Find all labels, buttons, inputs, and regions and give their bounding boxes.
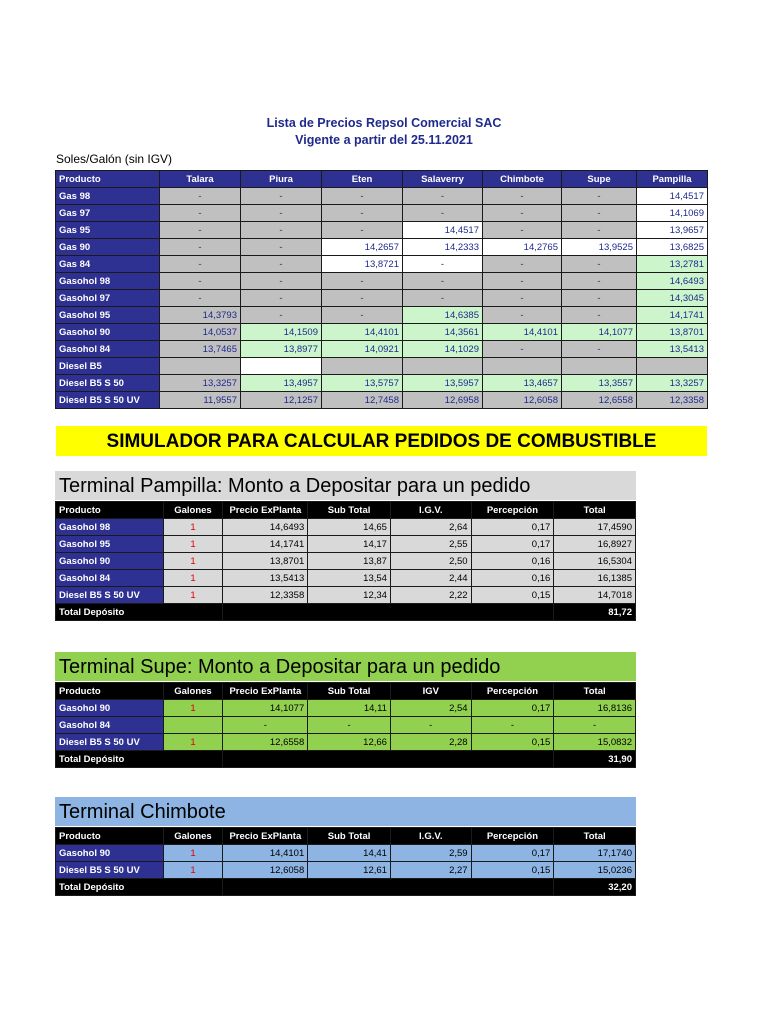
table-row	[56, 862, 636, 879]
price-cell: 14,2333	[403, 239, 483, 256]
igv-cell: 2,28	[390, 734, 471, 751]
price-cell: 12,6558	[562, 392, 637, 409]
table-row	[56, 375, 708, 392]
price-cell: -	[562, 273, 637, 290]
price-cell: 12,6958	[403, 392, 483, 409]
price-cell: 12,6058	[483, 392, 562, 409]
total-row	[56, 604, 636, 621]
column-header: Percepción	[471, 502, 554, 519]
table-row	[56, 845, 636, 862]
product-name: Gasohol 98	[56, 519, 164, 536]
price-cell: 13,3257	[160, 375, 241, 392]
product-name: Gasohol 97	[56, 290, 160, 307]
column-header: Total	[554, 683, 636, 700]
table-row	[56, 358, 708, 375]
price-cell: -	[483, 290, 562, 307]
precio-cell: 14,1741	[223, 536, 308, 553]
price-cell	[241, 358, 322, 375]
price-table-header	[56, 171, 708, 188]
price-cell: -	[483, 222, 562, 239]
precio-cell: 14,6493	[223, 519, 308, 536]
column-header: Galones	[163, 828, 223, 845]
precio-cell: -	[223, 717, 308, 734]
subtotal-cell: 12,34	[308, 587, 391, 604]
product-name: Gasohol 95	[56, 536, 164, 553]
percepcion-cell: 0,17	[471, 845, 554, 862]
table-row	[56, 553, 636, 570]
table-row	[56, 222, 708, 239]
chimbote-table-header	[56, 828, 636, 845]
chimbote-title: Terminal Chimbote	[55, 797, 636, 826]
price-cell: 13,4657	[483, 375, 562, 392]
column-header: Percepción	[471, 683, 554, 700]
price-cell: -	[322, 273, 403, 290]
price-cell: 14,1509	[241, 324, 322, 341]
price-cell: -	[241, 307, 322, 324]
product-name: Gasohol 84	[56, 570, 164, 587]
column-header: Sub Total	[308, 683, 391, 700]
gallons-input[interactable]: 1	[163, 553, 223, 570]
precio-cell: 12,6558	[223, 734, 308, 751]
price-cell: -	[483, 307, 562, 324]
column-header: Producto	[56, 502, 164, 519]
product-name: Gasohol 90	[56, 845, 164, 862]
igv-cell: 2,27	[390, 862, 471, 879]
table-row	[56, 188, 708, 205]
price-cell: 14,4101	[483, 324, 562, 341]
product-name: Gasohol 84	[56, 341, 160, 358]
column-header: Galones	[163, 502, 223, 519]
product-name: Gasohol 98	[56, 273, 160, 290]
product-name: Diesel B5 S 50 UV	[56, 862, 164, 879]
total-value: 32,20	[554, 879, 636, 896]
price-cell: -	[241, 256, 322, 273]
price-cell: 13,8977	[241, 341, 322, 358]
price-cell: 14,6493	[637, 273, 708, 290]
total-label: Total Depósito	[56, 751, 223, 768]
price-cell: -	[562, 188, 637, 205]
price-cell: -	[322, 290, 403, 307]
product-name: Gas 98	[56, 188, 160, 205]
supe-table	[55, 682, 636, 768]
price-cell: -	[241, 205, 322, 222]
price-cell: 14,0921	[322, 341, 403, 358]
total-spacer	[223, 604, 554, 621]
table-row	[56, 536, 636, 553]
percepcion-cell: -	[471, 717, 554, 734]
igv-cell: 2,44	[390, 570, 471, 587]
subtotal-cell: 12,61	[308, 862, 391, 879]
column-header: Producto	[56, 828, 164, 845]
price-cell: 14,4101	[322, 324, 403, 341]
units-label: Soles/Galón (sin IGV)	[56, 152, 173, 166]
gallons-input[interactable]: 1	[163, 734, 223, 751]
column-header: Total	[554, 502, 636, 519]
price-cell: 13,5413	[637, 341, 708, 358]
total-cell: 16,1385	[554, 570, 636, 587]
price-cell: -	[322, 205, 403, 222]
table-row	[56, 519, 636, 536]
price-table	[55, 170, 708, 409]
percepcion-cell: 0,15	[471, 587, 554, 604]
price-cell: 14,3793	[160, 307, 241, 324]
price-cell: -	[322, 188, 403, 205]
column-header: Piura	[241, 171, 322, 188]
price-cell: -	[483, 256, 562, 273]
price-cell: -	[403, 273, 483, 290]
gallons-input[interactable]: 1	[163, 570, 223, 587]
column-header: Sub Total	[308, 828, 391, 845]
price-cell: 12,3358	[637, 392, 708, 409]
column-header: Salaverry	[403, 171, 483, 188]
product-name: Gasohol 95	[56, 307, 160, 324]
table-row	[56, 341, 708, 358]
subtotal-cell: 13,54	[308, 570, 391, 587]
total-value: 31,90	[554, 751, 636, 768]
column-header: Precio ExPlanta	[223, 828, 308, 845]
column-header: Pampilla	[637, 171, 708, 188]
simulator-banner: SIMULADOR PARA CALCULAR PEDIDOS DE COMBUSTIBLE	[56, 426, 707, 456]
subtotal-cell: 12,66	[308, 734, 391, 751]
gallons-input[interactable]: 1	[163, 700, 223, 717]
table-row	[56, 239, 708, 256]
document-title: Lista de Precios Repsol Comercial SAC	[266, 116, 502, 130]
price-cell: -	[403, 188, 483, 205]
igv-cell: 2,64	[390, 519, 471, 536]
igv-cell: 2,50	[390, 553, 471, 570]
price-cell: 14,1029	[403, 341, 483, 358]
subtotal-cell: -	[308, 717, 391, 734]
subtotal-cell: 14,11	[308, 700, 391, 717]
price-cell: -	[483, 341, 562, 358]
column-header: Producto	[56, 683, 164, 700]
price-cell: -	[241, 290, 322, 307]
price-cell: 13,8701	[637, 324, 708, 341]
column-header: IGV	[390, 683, 471, 700]
price-cell: -	[483, 273, 562, 290]
product-name: Gas 90	[56, 239, 160, 256]
column-header: Precio ExPlanta	[223, 683, 308, 700]
precio-cell: 13,8701	[223, 553, 308, 570]
price-cell: -	[322, 307, 403, 324]
price-cell: -	[160, 188, 241, 205]
table-row	[56, 324, 708, 341]
total-cell: 16,8927	[554, 536, 636, 553]
total-cell: 15,0832	[554, 734, 636, 751]
precio-cell: 12,6058	[223, 862, 308, 879]
supe-table-header	[56, 683, 636, 700]
product-name: Gas 95	[56, 222, 160, 239]
gallons-input[interactable]: 1	[163, 862, 223, 879]
table-row	[56, 392, 708, 409]
price-cell: 14,4517	[403, 222, 483, 239]
product-name: Gasohol 84	[56, 717, 164, 734]
product-name: Gas 97	[56, 205, 160, 222]
percepcion-cell: 0,17	[471, 519, 554, 536]
price-cell: -	[562, 341, 637, 358]
table-row	[56, 205, 708, 222]
subtotal-cell: 14,41	[308, 845, 391, 862]
total-row	[56, 751, 636, 768]
column-header: Precio ExPlanta	[223, 502, 308, 519]
table-row	[56, 734, 636, 751]
product-name: Gasohol 90	[56, 553, 164, 570]
price-cell: 12,7458	[322, 392, 403, 409]
price-cell: 14,2765	[483, 239, 562, 256]
column-header: Sub Total	[308, 502, 391, 519]
column-header: Talara	[160, 171, 241, 188]
column-header: Total	[554, 828, 636, 845]
table-row	[56, 256, 708, 273]
price-cell: -	[160, 205, 241, 222]
column-header: Galones	[163, 683, 223, 700]
product-name: Diesel B5 S 50 UV	[56, 392, 160, 409]
price-cell: -	[562, 307, 637, 324]
price-cell: -	[562, 222, 637, 239]
table-row	[56, 273, 708, 290]
column-header: Percepción	[471, 828, 554, 845]
price-cell: -	[241, 222, 322, 239]
price-cell: 13,9525	[562, 239, 637, 256]
price-cell	[562, 358, 637, 375]
total-label: Total Depósito	[56, 604, 223, 621]
price-cell	[160, 358, 241, 375]
igv-cell: -	[390, 717, 471, 734]
price-cell: -	[241, 273, 322, 290]
total-cell: 17,1740	[554, 845, 636, 862]
gallons-input[interactable]: 1	[163, 519, 223, 536]
price-cell: 13,5757	[322, 375, 403, 392]
igv-cell: 2,54	[390, 700, 471, 717]
percepcion-cell: 0,15	[471, 862, 554, 879]
precio-cell: 12,3358	[223, 587, 308, 604]
price-cell: -	[241, 188, 322, 205]
document-subtitle: Vigente a partir del 25.11.2021	[295, 133, 473, 147]
price-cell: 13,3557	[562, 375, 637, 392]
total-value: 81,72	[554, 604, 636, 621]
pampilla-table-header	[56, 502, 636, 519]
price-cell: -	[562, 205, 637, 222]
price-cell	[403, 358, 483, 375]
product-name: Gas 84	[56, 256, 160, 273]
total-spacer	[223, 879, 554, 896]
product-name: Diesel B5 S 50 UV	[56, 587, 164, 604]
price-cell: -	[160, 256, 241, 273]
pampilla-table	[55, 501, 636, 621]
price-cell: 13,9657	[637, 222, 708, 239]
price-cell: 14,1741	[637, 307, 708, 324]
igv-cell: 2,59	[390, 845, 471, 862]
table-row	[56, 587, 636, 604]
price-cell: -	[483, 205, 562, 222]
product-name: Diesel B5	[56, 358, 160, 375]
table-row	[56, 307, 708, 324]
price-cell: -	[403, 290, 483, 307]
price-cell: 13,5957	[403, 375, 483, 392]
price-cell: -	[403, 256, 483, 273]
price-cell: -	[160, 222, 241, 239]
column-header: Producto	[56, 171, 160, 188]
column-header: Eten	[322, 171, 403, 188]
product-name: Diesel B5 S 50	[56, 375, 160, 392]
price-cell: 12,1257	[241, 392, 322, 409]
total-label: Total Depósito	[56, 879, 223, 896]
percepcion-cell: 0,16	[471, 570, 554, 587]
price-cell	[322, 358, 403, 375]
total-spacer	[223, 751, 554, 768]
column-header: I.G.V.	[390, 502, 471, 519]
column-header: Chimbote	[483, 171, 562, 188]
table-row	[56, 570, 636, 587]
total-row	[56, 879, 636, 896]
subtotal-cell: 14,65	[308, 519, 391, 536]
gallons-input[interactable]: 1	[163, 536, 223, 553]
price-cell: 14,6385	[403, 307, 483, 324]
price-cell: -	[160, 273, 241, 290]
price-cell: 13,4957	[241, 375, 322, 392]
precio-cell: 14,1077	[223, 700, 308, 717]
price-cell: -	[241, 239, 322, 256]
igv-cell: 2,55	[390, 536, 471, 553]
price-cell: 13,3257	[637, 375, 708, 392]
product-name: Diesel B5 S 50 UV	[56, 734, 164, 751]
table-row	[56, 717, 636, 734]
product-name: Gasohol 90	[56, 324, 160, 341]
price-cell: 13,7465	[160, 341, 241, 358]
total-cell: 16,5304	[554, 553, 636, 570]
total-cell: 15,0236	[554, 862, 636, 879]
price-cell: -	[322, 222, 403, 239]
precio-cell: 14,4101	[223, 845, 308, 862]
igv-cell: 2,22	[390, 587, 471, 604]
gallons-input[interactable]	[163, 717, 223, 734]
percepcion-cell: 0,17	[471, 700, 554, 717]
price-cell	[637, 358, 708, 375]
price-cell: 14,4517	[637, 188, 708, 205]
gallons-input[interactable]: 1	[163, 845, 223, 862]
price-cell: -	[562, 256, 637, 273]
price-cell: 14,3045	[637, 290, 708, 307]
price-cell: 14,0537	[160, 324, 241, 341]
price-cell: 11,9557	[160, 392, 241, 409]
price-cell: -	[160, 290, 241, 307]
percepcion-cell: 0,15	[471, 734, 554, 751]
percepcion-cell: 0,16	[471, 553, 554, 570]
precio-cell: 13,5413	[223, 570, 308, 587]
gallons-input[interactable]: 1	[163, 587, 223, 604]
total-cell: -	[554, 717, 636, 734]
total-cell: 14,7018	[554, 587, 636, 604]
price-cell: 13,8721	[322, 256, 403, 273]
price-cell	[483, 358, 562, 375]
price-cell: -	[403, 205, 483, 222]
subtotal-cell: 13,87	[308, 553, 391, 570]
price-cell: -	[562, 290, 637, 307]
table-row	[56, 290, 708, 307]
percepcion-cell: 0,17	[471, 536, 554, 553]
column-header: I.G.V.	[390, 828, 471, 845]
price-cell: 13,6825	[637, 239, 708, 256]
chimbote-table	[55, 827, 636, 896]
supe-title: Terminal Supe: Monto a Depositar para un pedido	[55, 652, 636, 681]
price-cell: 13,2781	[637, 256, 708, 273]
total-cell: 16,8136	[554, 700, 636, 717]
product-name: Gasohol 90	[56, 700, 164, 717]
price-cell: 14,2657	[322, 239, 403, 256]
price-cell: 14,3561	[403, 324, 483, 341]
price-cell: -	[483, 188, 562, 205]
pampilla-title: Terminal Pampilla: Monto a Depositar para un pedido	[55, 471, 636, 500]
subtotal-cell: 14,17	[308, 536, 391, 553]
column-header: Supe	[562, 171, 637, 188]
price-cell: 14,1077	[562, 324, 637, 341]
price-cell: -	[160, 239, 241, 256]
table-row	[56, 700, 636, 717]
price-cell: 14,1069	[637, 205, 708, 222]
total-cell: 17,4590	[554, 519, 636, 536]
